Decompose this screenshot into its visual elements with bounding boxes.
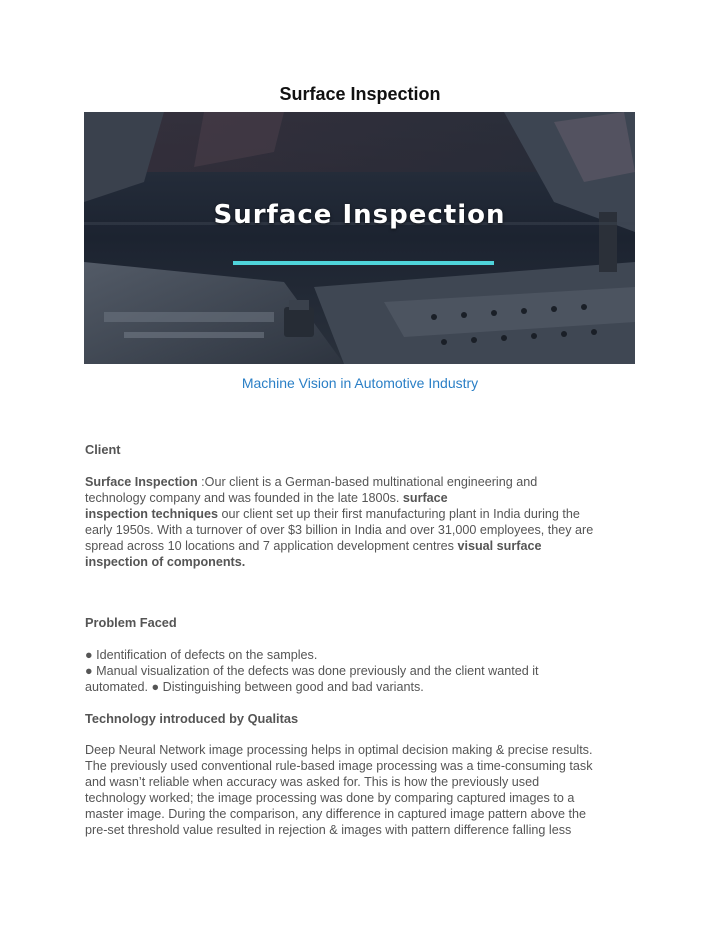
technology-paragraph [85, 742, 637, 838]
problem-line-2: ● Manual visualization of the defects was done previously and the client wanted it [85, 664, 539, 678]
client-line-1 [85, 474, 637, 490]
image-caption: Machine Vision in Automotive Industry [241, 375, 479, 391]
client-line-2 [85, 490, 637, 506]
body-text: technology company and was founded in the late 1800s. [85, 491, 403, 505]
bold-text: surface [402, 491, 448, 505]
client-line-6 [85, 554, 637, 570]
body-text: :Our client is a German-based multinational engineering and [197, 475, 538, 489]
bold-text: Surface Inspection [85, 475, 198, 489]
problem-heading: Problem Faced [85, 615, 177, 630]
document-title: Surface Inspection [279, 84, 441, 104]
client-line-4 [85, 522, 637, 538]
client-line-5 [85, 538, 637, 554]
client-line-3 [85, 506, 637, 522]
client-heading: Client [85, 442, 121, 457]
problem-paragraph [85, 647, 637, 695]
problem-line-3: automated. ● Distinguishing between good and bad variants. [85, 680, 424, 694]
body-text: spread across 10 locations and 7 application development centres [85, 539, 458, 553]
machinery-background [84, 112, 635, 364]
hero-title: Surface Inspection [213, 200, 506, 230]
bold-text: inspection techniques [85, 507, 218, 521]
technology-heading: Technology introduced by Qualitas [85, 711, 299, 726]
technology-line-5: master image. During the comparison, any difference in captured image pattern above the [85, 807, 587, 821]
problem-line-1: ● Identification of defects on the samples. [85, 648, 318, 662]
technology-line-4: technology worked; the image processing was done by comparing captured images to a [85, 791, 575, 805]
body-text: early 1950s. With a turnover of over $3 billion in India and over 31,000 employees, they are [85, 523, 594, 537]
technology-line-3: and wasn’t reliable when accuracy was asked for. This is how the previously used [85, 775, 540, 789]
technology-line-6: pre-set threshold value resulted in rejection & images with pattern difference falling less [85, 823, 572, 837]
bold-text: inspection of components. [85, 555, 246, 569]
bold-text: visual surface [457, 539, 542, 553]
hero-image [84, 112, 635, 364]
technology-line-1: Deep Neural Network image processing helps in optimal decision making & precise results. [85, 743, 593, 757]
client-paragraph [85, 474, 637, 570]
technology-line-2: The previously used conventional rule-based image processing was a time-consuming task [85, 759, 593, 773]
body-text: our client set up their first manufacturing plant in India during the [217, 507, 580, 521]
hero-underline [233, 261, 494, 265]
